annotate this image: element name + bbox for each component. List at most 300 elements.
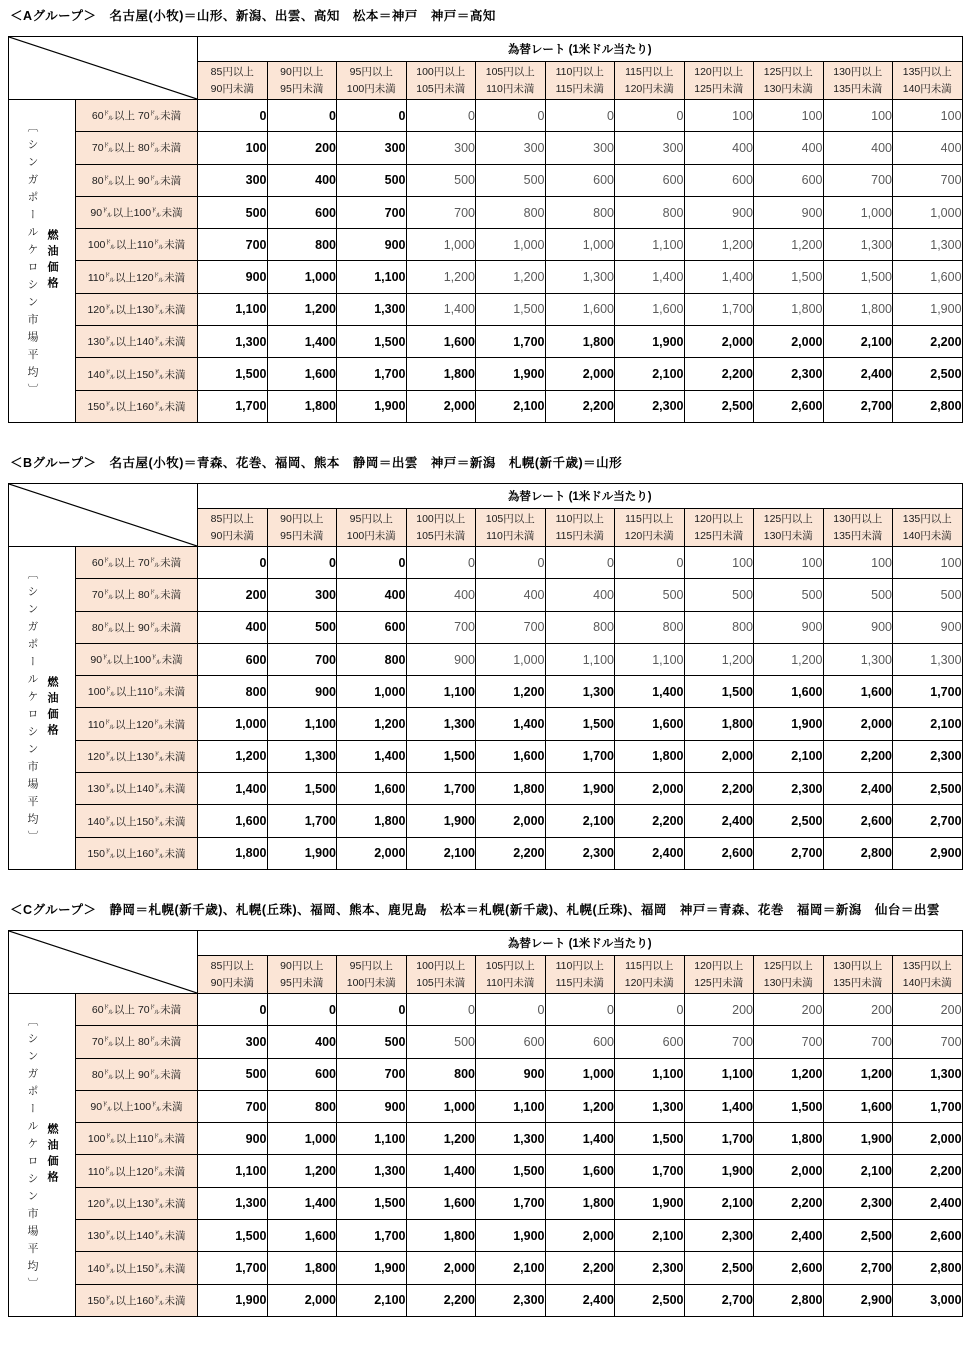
surcharge-value: 1,100 [615, 643, 685, 675]
table-body [9, 994, 963, 1317]
surcharge-value: 2,400 [823, 773, 893, 805]
table-row-1 [9, 1026, 963, 1058]
surcharge-value: 900 [476, 1058, 546, 1090]
surcharge-value: 2,000 [406, 1252, 476, 1284]
surcharge-value: 500 [476, 164, 546, 196]
surcharge-value: 100 [684, 100, 754, 132]
surcharge-value: 400 [267, 164, 337, 196]
surcharge-value: 600 [267, 1058, 337, 1090]
surcharge-value: 500 [198, 196, 268, 228]
surcharge-value: 1,000 [406, 229, 476, 261]
diagonal-divider-cell [9, 931, 198, 994]
surcharge-value: 1,300 [337, 1155, 407, 1187]
fuel-axis-market-label: 〔シンガポールケロシン市場平均〕 [26, 121, 38, 401]
surcharge-value: 0 [406, 547, 476, 579]
surcharge-value: 1,800 [267, 390, 337, 422]
surcharge-value: 2,100 [893, 708, 963, 740]
fuel-price-axis-label [9, 994, 75, 1316]
surcharge-value: 200 [754, 994, 824, 1026]
surcharge-value: 1,400 [684, 261, 754, 293]
surcharge-value: 2,300 [754, 358, 824, 390]
surcharge-value: 2,400 [823, 358, 893, 390]
surcharge-value: 500 [337, 1026, 407, 1058]
surcharge-value: 400 [893, 132, 963, 164]
surcharge-value: 1,100 [684, 1058, 754, 1090]
surcharge-value: 2,300 [823, 1187, 893, 1219]
surcharge-value: 1,400 [684, 1090, 754, 1122]
surcharge-value: 700 [267, 643, 337, 675]
surcharge-value: 2,700 [893, 805, 963, 837]
rate-range-header-8 [754, 956, 824, 994]
surcharge-value: 2,200 [684, 358, 754, 390]
exchange-rate-header: 為替レート (1米ドル当たり) [198, 484, 963, 509]
surcharge-value: 700 [337, 1058, 407, 1090]
surcharge-value: 1,500 [267, 773, 337, 805]
rate-range-line1: 115円以上 [625, 512, 674, 525]
fuel-price-label: 燃油価格 [46, 1123, 58, 1187]
surcharge-value: 2,300 [545, 837, 615, 869]
table-body [9, 100, 963, 423]
fuel-range-header-7: 130㌦以上140㌦未満 [76, 1220, 198, 1252]
rate-range-line1: 120円以上 [694, 512, 744, 525]
rate-range-line2: 125円未満 [694, 529, 744, 542]
surcharge-value: 1,000 [406, 1090, 476, 1122]
rate-range-line2: 120円未満 [624, 976, 674, 989]
surcharge-value: 1,100 [406, 676, 476, 708]
exchange-rate-header-row [9, 931, 963, 956]
surcharge-value: 1,900 [476, 1220, 546, 1252]
surcharge-value: 600 [267, 196, 337, 228]
surcharge-table-A [8, 36, 963, 423]
table-row-9 [9, 390, 963, 422]
rate-range-line1: 125円以上 [763, 65, 813, 78]
table-row-0 [9, 100, 963, 132]
surcharge-value: 2,600 [754, 1252, 824, 1284]
surcharge-value: 0 [267, 547, 337, 579]
surcharge-value: 2,600 [823, 805, 893, 837]
surcharge-value: 1,700 [337, 1220, 407, 1252]
table-row-6 [9, 740, 963, 772]
surcharge-value: 1,400 [267, 326, 337, 358]
rate-range-line1: 105円以上 [485, 65, 535, 78]
surcharge-value: 1,500 [823, 261, 893, 293]
surcharge-value: 1,300 [545, 676, 615, 708]
surcharge-value: 1,900 [267, 837, 337, 869]
surcharge-value: 1,800 [337, 805, 407, 837]
rate-range-line1: 120円以上 [694, 959, 744, 972]
surcharge-value: 1,000 [198, 708, 268, 740]
group-B [8, 453, 962, 870]
surcharge-value: 2,300 [476, 1284, 546, 1316]
table-row-5 [9, 1155, 963, 1187]
surcharge-value: 0 [476, 994, 546, 1026]
surcharge-value: 600 [476, 1026, 546, 1058]
exchange-rate-header-row [9, 484, 963, 509]
rate-range-line1: 135円以上 [902, 512, 952, 525]
surcharge-value: 1,800 [615, 740, 685, 772]
surcharge-value: 1,100 [267, 708, 337, 740]
fuel-range-header-4: 100㌦以上110㌦未満 [76, 676, 198, 708]
surcharge-value: 100 [684, 547, 754, 579]
surcharge-value: 2,500 [754, 805, 824, 837]
surcharge-value: 800 [545, 611, 615, 643]
surcharge-value: 2,200 [754, 1187, 824, 1219]
surcharge-value: 900 [823, 611, 893, 643]
surcharge-value: 1,100 [545, 643, 615, 675]
surcharge-value: 800 [198, 676, 268, 708]
surcharge-value: 800 [267, 1090, 337, 1122]
surcharge-value: 1,000 [545, 1058, 615, 1090]
surcharge-value: 2,000 [545, 358, 615, 390]
rate-range-header-2 [337, 509, 407, 547]
surcharge-value: 1,800 [198, 837, 268, 869]
exchange-rate-header: 為替レート (1米ドル当たり) [198, 37, 963, 62]
surcharge-value: 400 [337, 579, 407, 611]
rate-range-line1: 105円以上 [485, 959, 535, 972]
rate-range-line2: 135円未満 [833, 976, 883, 989]
rate-range-header-1 [267, 509, 337, 547]
rate-range-header-7 [684, 509, 754, 547]
surcharge-value: 1,500 [754, 261, 824, 293]
fuel-price-axis-label [9, 547, 75, 869]
surcharge-value: 2,700 [823, 1252, 893, 1284]
rate-range-header-9 [823, 62, 893, 100]
surcharge-value: 1,900 [615, 326, 685, 358]
surcharge-value: 1,900 [406, 805, 476, 837]
surcharge-value: 2,200 [545, 1252, 615, 1284]
surcharge-value: 0 [267, 994, 337, 1026]
surcharge-value: 1,600 [476, 740, 546, 772]
rate-range-header-4 [476, 62, 546, 100]
surcharge-value: 0 [615, 100, 685, 132]
surcharge-value: 2,500 [684, 1252, 754, 1284]
surcharge-value: 500 [823, 579, 893, 611]
table-row-3 [9, 1090, 963, 1122]
rate-range-line1: 135円以上 [902, 65, 952, 78]
rate-range-line2: 120円未満 [624, 529, 674, 542]
surcharge-value: 1,000 [545, 229, 615, 261]
surcharge-value: 1,600 [267, 358, 337, 390]
table-row-4 [9, 1123, 963, 1155]
surcharge-value: 1,400 [337, 740, 407, 772]
surcharge-value: 1,000 [267, 261, 337, 293]
surcharge-value: 1,300 [823, 229, 893, 261]
surcharge-value: 900 [267, 676, 337, 708]
fuel-price-axis-cell [9, 100, 76, 423]
surcharge-value: 2,800 [823, 837, 893, 869]
surcharge-value: 2,300 [754, 773, 824, 805]
rate-range-line1: 90円以上 [280, 512, 324, 525]
rate-range-line2: 130円未満 [763, 976, 813, 989]
surcharge-value: 1,400 [406, 1155, 476, 1187]
table-row-7 [9, 326, 963, 358]
surcharge-value: 2,500 [615, 1284, 685, 1316]
surcharge-value: 800 [615, 611, 685, 643]
surcharge-value: 700 [823, 1026, 893, 1058]
surcharge-value: 700 [337, 196, 407, 228]
surcharge-value: 300 [615, 132, 685, 164]
rate-range-line2: 115円未満 [555, 82, 604, 95]
surcharge-value: 2,300 [615, 390, 685, 422]
table-row-0 [9, 994, 963, 1026]
surcharge-value: 0 [615, 994, 685, 1026]
surcharge-value: 2,500 [823, 1220, 893, 1252]
surcharge-value: 1,300 [893, 643, 963, 675]
surcharge-value: 1,300 [615, 1090, 685, 1122]
surcharge-value: 1,800 [476, 773, 546, 805]
surcharge-value: 600 [337, 611, 407, 643]
fuel-range-header-9: 150㌦以上160㌦未満 [76, 1284, 198, 1316]
surcharge-value: 900 [406, 643, 476, 675]
surcharge-value: 1,400 [198, 773, 268, 805]
rate-range-line1: 85円以上 [210, 959, 254, 972]
surcharge-value: 0 [615, 547, 685, 579]
surcharge-value: 1,800 [267, 1252, 337, 1284]
surcharge-value: 1,200 [754, 229, 824, 261]
surcharge-value: 1,300 [267, 740, 337, 772]
surcharge-value: 0 [198, 994, 268, 1026]
surcharge-value: 0 [476, 100, 546, 132]
surcharge-value: 1,300 [823, 643, 893, 675]
rate-range-header-10 [893, 509, 963, 547]
surcharge-value: 1,000 [823, 196, 893, 228]
surcharge-value: 700 [893, 164, 963, 196]
surcharge-value: 2,100 [406, 837, 476, 869]
surcharge-value: 500 [406, 164, 476, 196]
rate-range-line1: 135円以上 [902, 959, 952, 972]
surcharge-value: 2,400 [893, 1187, 963, 1219]
fuel-range-header-1: 70㌦以上 80㌦未満 [76, 132, 198, 164]
surcharge-value: 500 [684, 579, 754, 611]
surcharge-value: 2,000 [337, 837, 407, 869]
fuel-range-header-8: 140㌦以上150㌦未満 [76, 805, 198, 837]
table-row-9 [9, 837, 963, 869]
surcharge-value: 500 [267, 611, 337, 643]
table-row-6 [9, 293, 963, 325]
surcharge-value: 1,100 [198, 1155, 268, 1187]
surcharge-value: 1,900 [615, 1187, 685, 1219]
rate-range-line1: 130円以上 [833, 512, 883, 525]
surcharge-value: 1,500 [615, 1123, 685, 1155]
surcharge-value: 1,900 [545, 773, 615, 805]
table-row-3 [9, 196, 963, 228]
surcharge-value: 800 [684, 611, 754, 643]
surcharge-value: 2,400 [615, 837, 685, 869]
surcharge-value: 600 [615, 164, 685, 196]
surcharge-value: 2,900 [893, 837, 963, 869]
rate-range-line2: 140円未満 [902, 529, 952, 542]
rate-range-line2: 140円未満 [902, 82, 952, 95]
surcharge-value: 400 [545, 579, 615, 611]
table-header [9, 931, 963, 994]
surcharge-value: 1,700 [476, 1187, 546, 1219]
fuel-range-header-8: 140㌦以上150㌦未満 [76, 358, 198, 390]
rate-range-line2: 125円未満 [694, 976, 744, 989]
surcharge-value: 1,900 [823, 1123, 893, 1155]
rate-range-line1: 85円以上 [210, 512, 254, 525]
rate-range-header-0 [198, 956, 268, 994]
surcharge-value: 2,100 [823, 1155, 893, 1187]
rate-range-line2: 100円未満 [346, 529, 396, 542]
surcharge-value: 300 [406, 132, 476, 164]
rate-range-header-4 [476, 509, 546, 547]
surcharge-value: 1,700 [545, 740, 615, 772]
surcharge-value: 1,400 [545, 1123, 615, 1155]
surcharge-value: 2,000 [267, 1284, 337, 1316]
fuel-range-header-3: 90㌦以上100㌦未満 [76, 643, 198, 675]
table-row-8 [9, 1252, 963, 1284]
surcharge-value: 2,700 [754, 837, 824, 869]
rate-range-header-6 [615, 62, 685, 100]
surcharge-value: 1,000 [476, 229, 546, 261]
table-title-A: ＜Aグループ＞ 名古屋(小牧)＝山形、新潟、出雲、高知 松本＝神戸 神戸＝高知 [10, 9, 496, 23]
table-row-1 [9, 132, 963, 164]
surcharge-value: 1,500 [337, 326, 407, 358]
rate-range-line1: 95円以上 [349, 65, 393, 78]
surcharge-value: 1,200 [754, 643, 824, 675]
surcharge-value: 1,000 [476, 643, 546, 675]
surcharge-value: 100 [823, 100, 893, 132]
rate-range-line2: 95円未満 [280, 529, 324, 542]
surcharge-value: 2,100 [476, 390, 546, 422]
surcharge-value: 2,200 [823, 740, 893, 772]
surcharge-value: 700 [893, 1026, 963, 1058]
fuel-range-header-9: 150㌦以上160㌦未満 [76, 390, 198, 422]
surcharge-value: 1,100 [337, 261, 407, 293]
table-row-3 [9, 643, 963, 675]
fuel-range-header-5: 110㌦以上120㌦未満 [76, 1155, 198, 1187]
surcharge-value: 1,800 [754, 293, 824, 325]
surcharge-value: 900 [684, 196, 754, 228]
rate-range-line1: 110円以上 [555, 959, 604, 972]
surcharge-value: 700 [198, 1090, 268, 1122]
surcharge-value: 1,700 [684, 293, 754, 325]
surcharge-value: 1,100 [615, 1058, 685, 1090]
table-row-5 [9, 261, 963, 293]
surcharge-value: 400 [267, 1026, 337, 1058]
table-row-7 [9, 1220, 963, 1252]
rate-range-line2: 120円未満 [624, 82, 674, 95]
fuel-range-header-6: 120㌦以上130㌦未満 [76, 740, 198, 772]
surcharge-value: 3,000 [893, 1284, 963, 1316]
surcharge-value: 700 [406, 611, 476, 643]
surcharge-value: 400 [684, 132, 754, 164]
surcharge-value: 1,100 [337, 1123, 407, 1155]
rate-range-header-5 [545, 509, 615, 547]
rate-range-line1: 125円以上 [763, 512, 813, 525]
rate-range-line2: 130円未満 [763, 82, 813, 95]
rate-range-line2: 90円未満 [210, 529, 254, 542]
surcharge-value: 300 [476, 132, 546, 164]
surcharge-value: 1,500 [406, 740, 476, 772]
surcharge-value: 800 [267, 229, 337, 261]
surcharge-value: 1,500 [476, 293, 546, 325]
fuel-range-header-0: 60㌦以上 70㌦未満 [76, 100, 198, 132]
rate-range-line2: 140円未満 [902, 976, 952, 989]
surcharge-value: 2,200 [406, 1284, 476, 1316]
fuel-range-header-5: 110㌦以上120㌦未満 [76, 708, 198, 740]
surcharge-value: 1,600 [823, 1090, 893, 1122]
surcharge-value: 1,800 [823, 293, 893, 325]
rate-range-line1: 130円以上 [833, 959, 883, 972]
fuel-range-header-4: 100㌦以上110㌦未満 [76, 229, 198, 261]
surcharge-value: 400 [476, 579, 546, 611]
surcharge-value: 1,600 [893, 261, 963, 293]
rate-range-line1: 105円以上 [485, 512, 535, 525]
surcharge-value: 700 [406, 196, 476, 228]
surcharge-value: 800 [615, 196, 685, 228]
fuel-range-header-8: 140㌦以上150㌦未満 [76, 1252, 198, 1284]
rate-range-header-1 [267, 62, 337, 100]
surcharge-value: 2,000 [406, 390, 476, 422]
surcharge-value: 0 [198, 547, 268, 579]
rate-range-line1: 90円以上 [280, 65, 324, 78]
fuel-range-header-2: 80㌦以上 90㌦未満 [76, 1058, 198, 1090]
surcharge-value: 1,500 [754, 1090, 824, 1122]
table-title-C: ＜Cグループ＞ 静岡＝札幌(新千歳)、札幌(丘珠)、福岡、熊本、鹿児島 松本＝札幌(新千歳)、札幌(丘珠)、福岡 神戸＝青森、花巻 福岡＝新潟 仙台＝出雲 [10, 903, 940, 917]
surcharge-value: 1,400 [267, 1187, 337, 1219]
surcharge-value: 2,000 [823, 708, 893, 740]
surcharge-value: 500 [754, 579, 824, 611]
surcharge-value: 800 [337, 643, 407, 675]
rate-range-header-9 [823, 509, 893, 547]
surcharge-value: 2,100 [684, 1187, 754, 1219]
fuel-price-axis-cell [9, 547, 76, 870]
surcharge-value: 1,100 [615, 229, 685, 261]
surcharge-value: 2,100 [545, 805, 615, 837]
surcharge-value: 0 [406, 994, 476, 1026]
rate-range-header-0 [198, 509, 268, 547]
rate-range-header-6 [615, 956, 685, 994]
surcharge-value: 1,700 [893, 1090, 963, 1122]
exchange-rate-header-row [9, 37, 963, 62]
surcharge-value: 800 [406, 1058, 476, 1090]
surcharge-value: 1,400 [406, 293, 476, 325]
surcharge-value: 2,800 [754, 1284, 824, 1316]
surcharge-value: 1,200 [476, 676, 546, 708]
rate-range-line2: 105円未満 [416, 82, 466, 95]
surcharge-value: 300 [545, 132, 615, 164]
table-row-7 [9, 773, 963, 805]
surcharge-value: 1,600 [545, 293, 615, 325]
surcharge-value: 1,600 [754, 676, 824, 708]
surcharge-value: 100 [823, 547, 893, 579]
fuel-range-header-4: 100㌦以上110㌦未満 [76, 1123, 198, 1155]
surcharge-value: 1,600 [406, 1187, 476, 1219]
fuel-range-header-5: 110㌦以上120㌦未満 [76, 261, 198, 293]
surcharge-value: 1,000 [893, 196, 963, 228]
fuel-axis-market-label: 〔シンガポールケロシン市場平均〕 [26, 1015, 38, 1295]
fuel-range-header-7: 130㌦以上140㌦未満 [76, 773, 198, 805]
surcharge-value: 2,000 [893, 1123, 963, 1155]
surcharge-value: 2,200 [684, 773, 754, 805]
group-A [8, 6, 962, 423]
fuel-axis-market-label: 〔シンガポールケロシン市場平均〕 [26, 568, 38, 848]
fuel-price-label: 燃油価格 [46, 676, 58, 740]
surcharge-value: 2,200 [893, 1155, 963, 1187]
surcharge-value: 1,700 [198, 1252, 268, 1284]
surcharge-value: 700 [754, 1026, 824, 1058]
surcharge-value: 500 [893, 579, 963, 611]
surcharge-value: 1,500 [476, 1155, 546, 1187]
rate-range-line2: 105円未満 [416, 529, 466, 542]
surcharge-value: 2,300 [684, 1220, 754, 1252]
surcharge-value: 1,300 [476, 1123, 546, 1155]
diagonal-divider-cell [9, 484, 198, 547]
table-row-9 [9, 1284, 963, 1316]
surcharge-value: 1,800 [754, 1123, 824, 1155]
surcharge-value: 2,400 [754, 1220, 824, 1252]
